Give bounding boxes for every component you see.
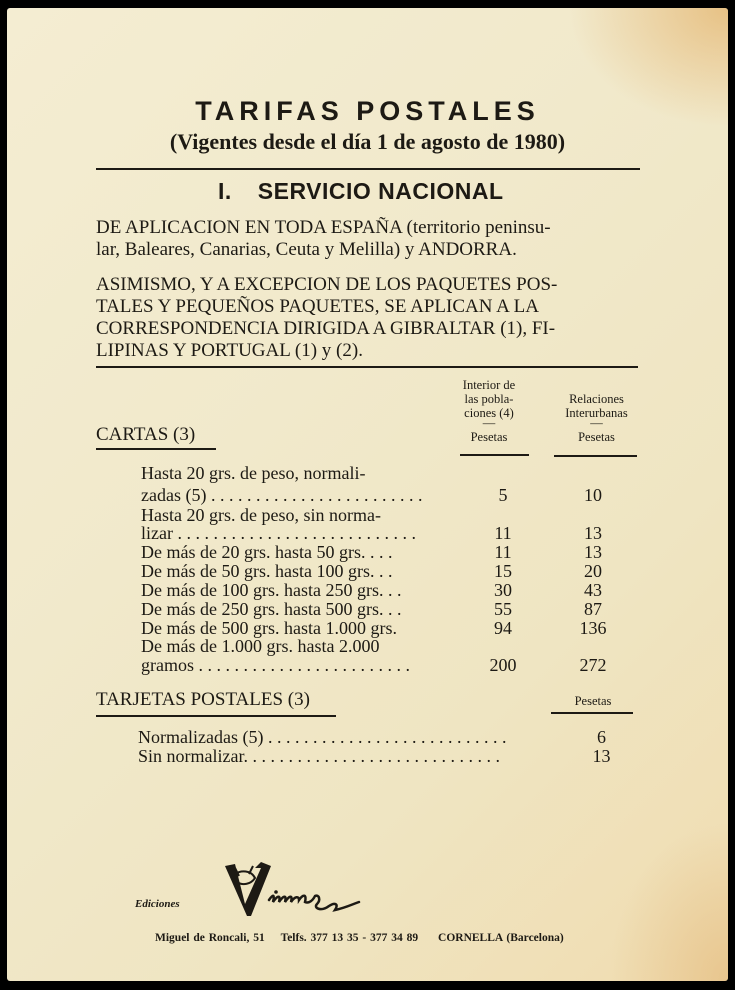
publisher-footer <box>155 932 564 944</box>
column-header-line: las pobla- <box>464 392 514 406</box>
interior-value: 55 <box>494 599 512 619</box>
interurbanas-value: 43 <box>584 580 602 600</box>
row-label: Hasta 20 grs. de peso, sin norma- <box>141 505 381 525</box>
tarjetas-rule <box>96 715 336 717</box>
paragraph-scope <box>96 217 641 261</box>
interior-value: 11 <box>494 523 512 543</box>
page-title: TARIFAS POSTALES <box>195 96 540 126</box>
interurbanas-value: 20 <box>584 561 602 581</box>
column-header-line: Interior de <box>462 378 516 392</box>
row-label: Sin normalizar. . . . . . . . . . . . . . . . . . . . . . . . . . . . . <box>138 746 500 766</box>
section-rule <box>96 366 638 368</box>
tarjeta-value: 13 <box>592 746 611 766</box>
paragraph-line: DE APLICACION EN TODA ESPAÑA (territorio peninsu- <box>96 217 551 238</box>
row-label: De más de 500 grs. hasta 1.000 grs. <box>141 618 397 638</box>
column-header-interurbanas <box>553 392 640 444</box>
row-label: De más de 20 grs. hasta 50 grs. . . . <box>141 542 393 562</box>
column-rule <box>460 454 529 456</box>
column-unit: Pesetas <box>470 430 508 444</box>
interurbanas-value: 13 <box>584 542 602 562</box>
row-label: zadas (5) . . . . . . . . . . . . . . . . . . . . . . . . <box>141 485 423 505</box>
publisher-city: CORNELLA (Barcelona) <box>438 932 564 944</box>
paragraph-line: CORRESPONDENCIA DIRIGIDA A GIBRALTAR (1), FI- <box>96 318 556 339</box>
paragraph-line: TALES Y PEQUEÑOS PAQUETES, SE APLICAN A LA <box>96 296 539 317</box>
row-label: Normalizadas (5) . . . . . . . . . . . . . . . . . . . . . . . . . . . <box>138 727 507 747</box>
paragraph-line: LIPINAS Y PORTUGAL (1) y (2). <box>96 340 363 361</box>
paragraph-line: lar, Baleares, Canarias, Ceuta y Melilla) y ANDORRA. <box>96 239 517 260</box>
publisher-address: Miguel de Roncali, 51 <box>155 932 265 944</box>
column-unit: Pesetas <box>578 430 615 444</box>
tarjeta-value: 6 <box>597 727 606 747</box>
row-label: De más de 50 grs. hasta 100 grs. . . <box>141 561 393 581</box>
paragraph-exceptions <box>96 274 641 362</box>
column-header-dash: — <box>482 416 496 430</box>
tarjetas-heading: TARJETAS POSTALES (3) <box>96 689 310 710</box>
row-label: De más de 250 grs. hasta 500 grs. . . <box>141 599 402 619</box>
table-row <box>0 485 735 507</box>
column-header-dash: — <box>590 416 603 430</box>
interior-value: 5 <box>498 485 508 505</box>
paragraph-line: ASIMISMO, Y A EXCEPCION DE LOS PAQUETES POS- <box>96 274 558 295</box>
vikingo-logo-icon <box>221 860 361 920</box>
table-row <box>0 655 735 677</box>
column-header-interior <box>448 378 530 444</box>
row-label: Hasta 20 grs. de peso, normali- <box>141 463 366 483</box>
section-heading <box>218 178 504 205</box>
row-label: De más de 1.000 grs. hasta 2.000 <box>141 636 380 656</box>
section-name: SERVICIO NACIONAL <box>257 178 504 204</box>
section-number: I. <box>218 178 232 204</box>
interurbanas-value: 87 <box>584 599 602 619</box>
table-row <box>0 746 735 768</box>
tarjetas-unit: Pesetas <box>574 694 612 708</box>
tarjetas-unit-rule <box>551 712 633 714</box>
table-row <box>0 463 735 485</box>
row-label: De más de 100 grs. hasta 250 grs. . . <box>141 580 402 600</box>
interurbanas-value: 272 <box>579 655 607 675</box>
interurbanas-value: 10 <box>584 485 602 505</box>
interior-value: 94 <box>494 618 512 638</box>
interior-value: 15 <box>494 561 512 581</box>
column-rule <box>554 455 637 457</box>
publisher-label: Ediciones <box>135 898 180 910</box>
cartas-rule <box>96 448 216 450</box>
cartas-heading: CARTAS (3) <box>96 424 196 445</box>
page-subtitle: (Vigentes desde el día 1 de agosto de 1980) <box>169 129 566 154</box>
row-label: gramos . . . . . . . . . . . . . . . . . . . . . . . . <box>141 655 410 675</box>
interior-value: 200 <box>489 655 517 675</box>
interurbanas-value: 13 <box>584 523 602 543</box>
interior-value: 30 <box>494 580 512 600</box>
column-header-line: Interurbanas <box>565 406 628 420</box>
publisher-phones: Telfs. 377 13 35 - 377 34 89 <box>280 932 419 944</box>
row-label: lizar . . . . . . . . . . . . . . . . . . . . . . . . . . . <box>141 523 416 543</box>
interurbanas-value: 136 <box>579 618 607 638</box>
paper-stain <box>608 821 728 981</box>
column-header-line: Relaciones <box>569 392 624 406</box>
interior-value: 11 <box>494 542 512 562</box>
title-rule <box>96 168 640 170</box>
column-header-line: ciones (4) <box>464 406 514 420</box>
